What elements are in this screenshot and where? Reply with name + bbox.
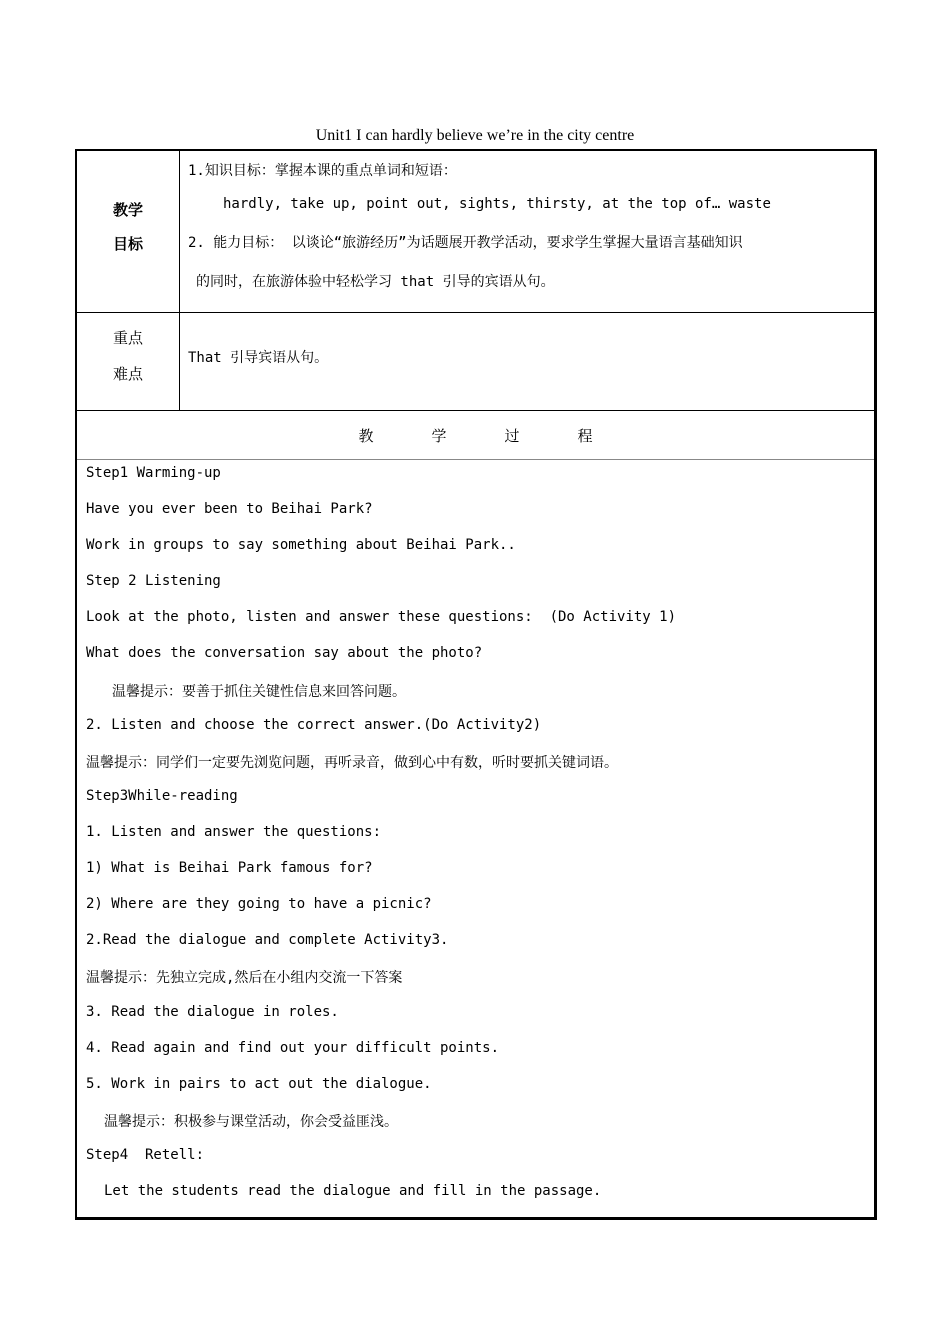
question-line: 2) Where are they going to have a picnic?: [86, 896, 432, 912]
tip-line: 温馨提示：积极参与课堂活动，你会受益匪浅。: [104, 1114, 398, 1130]
step-line: 2.Read the dialogue and complete Activity3.: [86, 932, 449, 948]
step-line: 1. Listen and answer the questions:: [86, 824, 382, 840]
step-line: 5. Work in pairs to act out the dialogue.: [86, 1076, 432, 1092]
step-heading: Step3While-reading: [86, 788, 238, 804]
step-line: 2. Listen and choose the correct answer.(Do Activity2): [86, 717, 542, 733]
step-heading: Step 2 Listening: [86, 573, 221, 589]
objectives-content: [188, 151, 870, 312]
step-line: Look at the photo, listen and answer these questions: (Do Activity 1): [86, 609, 677, 625]
step-line: 4. Read again and find out your difficult points.: [86, 1040, 500, 1056]
process-body-row: [77, 460, 874, 1217]
process-title-char: 教: [358, 426, 374, 445]
process-header-row: [77, 411, 874, 460]
process-title-char: 学: [431, 426, 447, 445]
objectives-label-line2: 目标: [112, 235, 143, 253]
step-line: 3. Read the dialogue in roles.: [86, 1004, 339, 1020]
step-heading: Step1 Warming-up: [86, 465, 221, 481]
process-steps: [86, 460, 870, 1217]
key-points-label-line2: 难点: [112, 365, 143, 383]
tip-line: 温馨提示：先独立完成,然后在小组内交流一下答案: [86, 970, 403, 986]
tip-line: 温馨提示：同学们一定要先浏览问题，再听录音，做到心中有数，听时要抓关键词语。: [86, 755, 618, 771]
ability-goal-continued: 的同时，在旅游体验中轻松学习 that 引导的宾语从句。: [196, 274, 555, 290]
process-title-char: 过: [504, 426, 520, 445]
key-points-text: That 引导宾语从句。: [188, 350, 329, 366]
step-line: Work in groups to say something about Beihai Park..: [86, 537, 516, 553]
document-title: Unit1 I can hardly believe we’re in the city centre: [315, 127, 635, 144]
ability-goal: 2. 能力目标： 以谈论“旅游经历”为话题展开教学活动，要求学生掌握大量语言基础知识: [188, 235, 743, 251]
step-line: Let the students read the dialogue and fill in the passage.: [104, 1183, 602, 1199]
question-line: 1) What is Beihai Park famous for?: [86, 860, 373, 876]
key-points-label-line1: 重点: [112, 329, 143, 347]
knowledge-goal: 1.知识目标：掌握本课的重点单词和短语：: [188, 163, 457, 179]
step-line: Have you ever been to Beihai Park?: [86, 501, 373, 517]
tip-line: 温馨提示：要善于抓住关键性信息来回答问题。: [112, 684, 406, 700]
key-points-row: [77, 313, 874, 411]
key-points-content: [188, 313, 870, 410]
objectives-label-line1: 教学: [112, 201, 143, 219]
vocabulary-list: hardly, take up, point out, sights, thirsty, at the top of… waste: [223, 196, 771, 212]
process-title: [77, 411, 874, 459]
process-title-char: 程: [577, 426, 593, 445]
objectives-label: [77, 151, 180, 312]
step-heading: Step4 Retell:: [86, 1147, 205, 1163]
objectives-row: [77, 151, 874, 313]
step-line: What does the conversation say about the photo?: [86, 645, 483, 661]
lesson-plan-table: [75, 149, 877, 1220]
key-points-label: [77, 313, 180, 410]
